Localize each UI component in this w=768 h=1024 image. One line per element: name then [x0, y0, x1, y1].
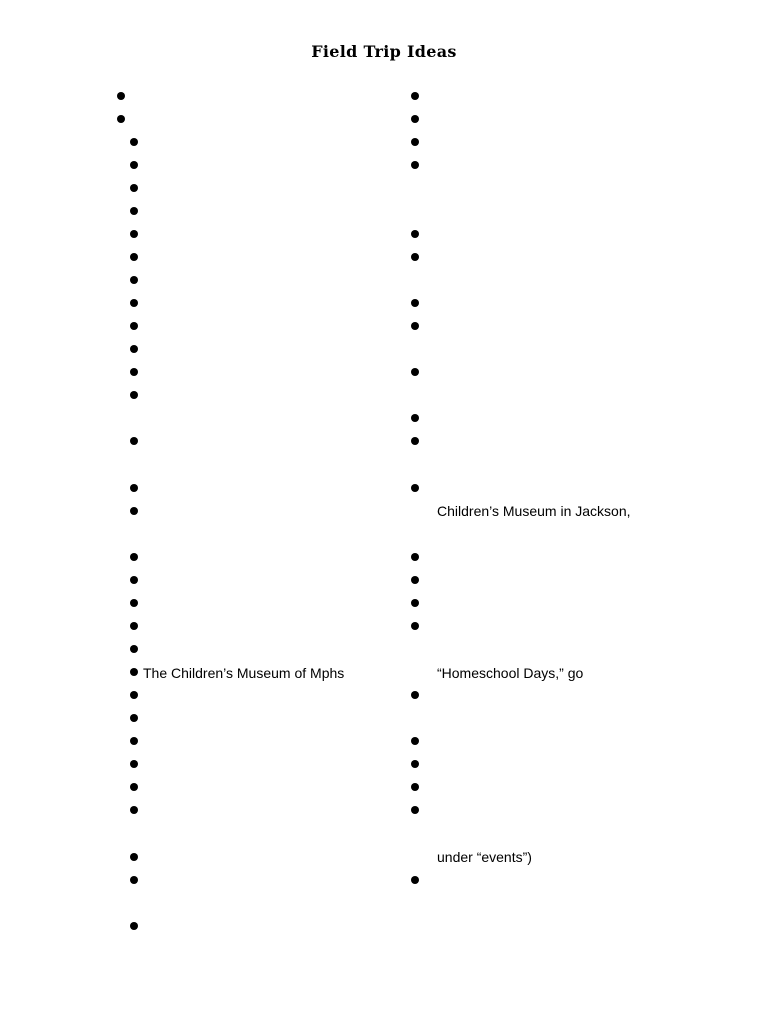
list-bullet [411, 553, 419, 561]
list-bullet [130, 184, 138, 192]
list-bullet [130, 806, 138, 814]
list-bullet [130, 645, 138, 653]
list-bullet [411, 760, 419, 768]
list-bullet [411, 691, 419, 699]
list-bullet [117, 92, 125, 100]
list-bullet [411, 437, 419, 445]
list-bullet [411, 414, 419, 422]
list-bullet [411, 299, 419, 307]
list-bullet [411, 322, 419, 330]
list-bullet [130, 437, 138, 445]
list-bullet [130, 299, 138, 307]
list-bullet [130, 553, 138, 561]
list-bullet [130, 138, 138, 146]
list-bullet [130, 391, 138, 399]
list-bullet [130, 714, 138, 722]
list-bullet [411, 92, 419, 100]
list-bullet [130, 276, 138, 284]
list-bullet [130, 668, 138, 676]
list-bullet [130, 322, 138, 330]
list-bullet [117, 115, 125, 123]
list-bullet [130, 599, 138, 607]
list-bullet [130, 484, 138, 492]
list-bullet [411, 484, 419, 492]
list-bullet [130, 345, 138, 353]
list-bullet [130, 207, 138, 215]
list-bullet [130, 622, 138, 630]
list-item-text: Children’s Museum in Jackson, [437, 503, 631, 519]
list-bullet [411, 876, 419, 884]
list-bullet [411, 622, 419, 630]
list-bullet [411, 253, 419, 261]
list-bullet [130, 876, 138, 884]
list-item-text: The Children’s Museum of Mphs [143, 665, 345, 681]
list-bullet [130, 253, 138, 261]
list-bullet [130, 368, 138, 376]
list-bullet [130, 922, 138, 930]
list-bullet [411, 115, 419, 123]
page-title: Field Trip Ideas [311, 42, 457, 61]
list-bullet [130, 230, 138, 238]
list-bullet [130, 737, 138, 745]
list-bullet [411, 783, 419, 791]
list-bullet [130, 760, 138, 768]
list-item-text: under “events”) [437, 849, 532, 865]
list-bullet [130, 691, 138, 699]
list-bullet [411, 599, 419, 607]
list-bullet [130, 783, 138, 791]
list-item-text: “Homeschool Days,” go [437, 665, 584, 681]
list-bullet [411, 161, 419, 169]
list-bullet [130, 576, 138, 584]
list-bullet [130, 853, 138, 861]
list-bullet [130, 161, 138, 169]
list-bullet [411, 368, 419, 376]
list-bullet [411, 806, 419, 814]
list-bullet [130, 507, 138, 515]
list-bullet [411, 576, 419, 584]
list-bullet [411, 737, 419, 745]
list-bullet [411, 230, 419, 238]
list-bullet [411, 138, 419, 146]
